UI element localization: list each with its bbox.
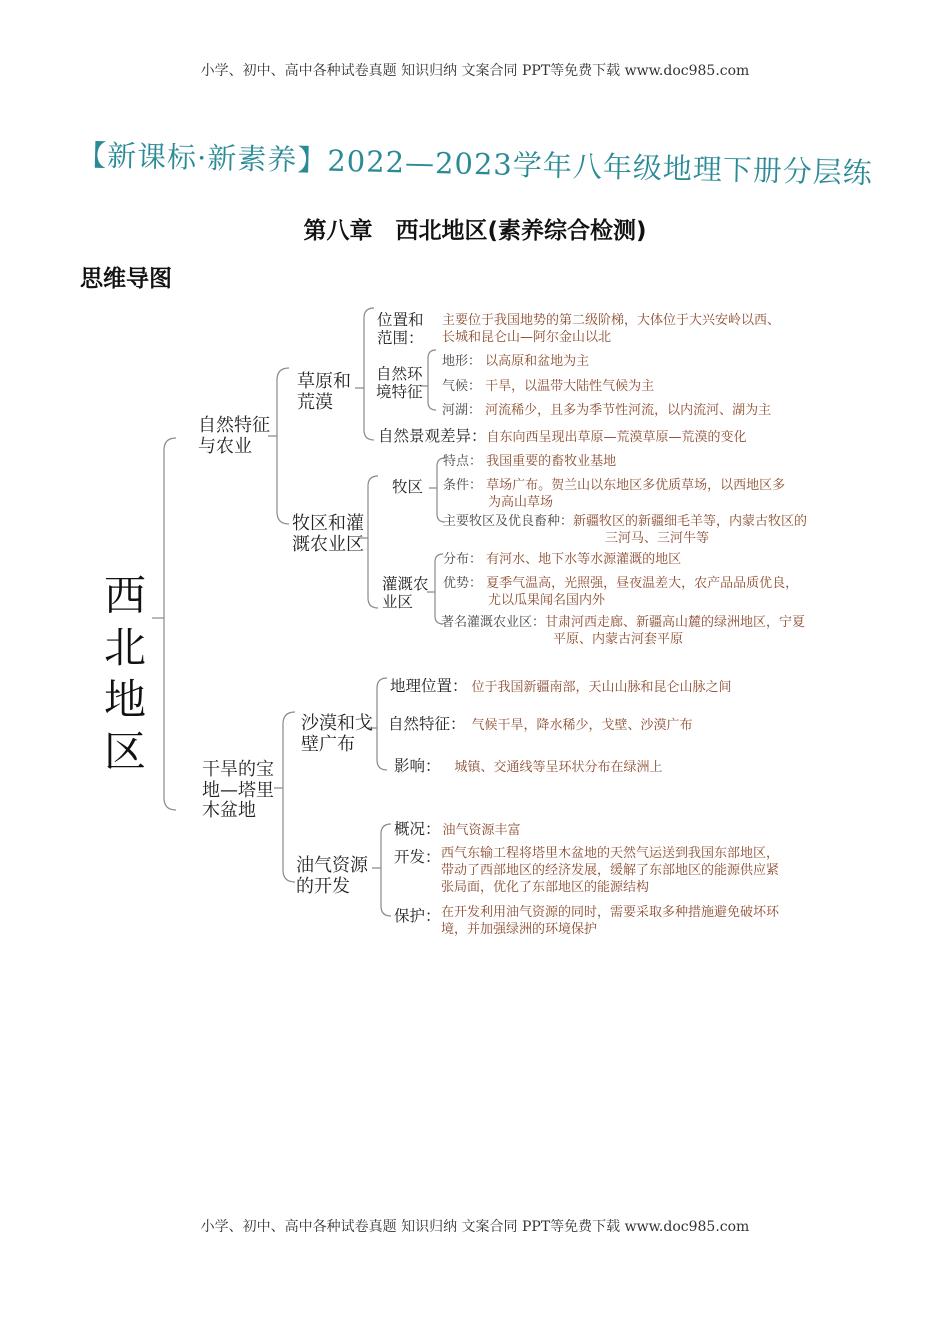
leaf-label: 气候： [442, 379, 482, 394]
leaf-label: 优势： [443, 576, 483, 591]
root-char: 北 [103, 623, 146, 672]
node-label: 地理位置： [390, 677, 468, 695]
leaf-geo-location: 位于我国新疆南部，天山山脉和昆仑山脉之间 [471, 680, 732, 695]
node-label-line: 草原和 [297, 371, 351, 392]
leaf-label: 条件： [443, 478, 483, 493]
node-grassland-desert [297, 372, 351, 413]
leaf-line: 主要位于我国地势的第二级阶梯，大体位于大兴安岭以西、 [442, 313, 781, 328]
root-char: 地 [103, 675, 146, 724]
node-pastoral-area: 牧区 [392, 478, 424, 496]
node-oil-gas-development [296, 856, 368, 897]
node-landscape-difference [378, 428, 747, 446]
leaf-label: 著名灌溉农业区： [441, 615, 546, 630]
leaf-terrain [442, 353, 589, 370]
node-label: 自然景观差异： [378, 427, 487, 445]
node-impact [394, 758, 663, 776]
leaf-location-range [442, 312, 780, 346]
leaf-text: 平原、内蒙古河套平原 [553, 632, 684, 648]
branch-label-line: 木盆地 [202, 800, 256, 822]
node-label-line: 牧区和灌 [292, 513, 364, 534]
node-protection: 保护： [394, 907, 441, 925]
node-label-line: 位置和 [377, 311, 424, 329]
leaf-line: 境，并加强绿洲的环境保护 [441, 922, 598, 938]
node-label-line: 溉农业区 [292, 533, 364, 555]
leaf-impact: 城镇、交通线等呈环状分布在绿洲上 [454, 760, 663, 775]
leaf-text: 河流稀少，且多为季节性河流，以内流河、湖为主 [485, 403, 772, 418]
leaf-text: 有河水、地下水等水源灌溉的地区 [486, 552, 682, 567]
leaf-line: 在开发利用油气资源的同时，需要采取多种措施避免破坏环 [441, 905, 780, 920]
node-development: 开发： [394, 848, 441, 866]
node-label-line: 沙漠和戈 [301, 713, 373, 734]
node-label-line: 范围： [377, 328, 424, 347]
leaf-text: 尤以瓜果闻名国内外 [488, 593, 606, 609]
leaf-text: 草场广布。贺兰山以东地区多优质草场，以西地区多 [486, 478, 786, 493]
node-natural-features [388, 716, 693, 734]
node-overview [394, 821, 521, 839]
leaf-text: 三河马、三河牛等 [605, 531, 710, 547]
branch-label-line: 干旱的宝 [202, 759, 274, 780]
leaf-line: 带动了西部地区的经济发展，缓解了东部地区的能源供应紧 [441, 863, 780, 879]
leaf-rivers-lakes [442, 402, 771, 419]
leaf-irrigation-advantage [443, 575, 798, 609]
leaf-text: 甘肃河西走廊、新疆高山麓的绿洲地区，宁夏 [545, 615, 806, 630]
node-label-line: 壁广布 [301, 733, 355, 755]
leaf-label: 地形： [442, 354, 482, 369]
node-label-line: 的开发 [296, 875, 350, 897]
branch-label-line: 与农业 [198, 435, 252, 457]
node-label-line: 自然环 [376, 365, 423, 383]
leaf-famous-irrigation-areas [441, 614, 805, 648]
leaf-text: 以高原和盆地为主 [485, 354, 590, 369]
root-node-northwest [98, 570, 152, 778]
root-char: 区 [103, 727, 146, 776]
node-desert-gobi [301, 714, 373, 755]
leaf-irrigation-distribution [443, 551, 681, 568]
leaf-landscape: 自东向西呈现出草原—荒漠草原—荒漠的变化 [486, 430, 747, 445]
leaf-text: 新疆牧区的新疆细毛羊等，内蒙古牧区的 [573, 514, 808, 529]
node-location-range [377, 312, 424, 348]
node-label-line: 境特征 [376, 382, 423, 401]
leaf-text: 为高山草场 [488, 495, 554, 511]
node-geo-location [390, 678, 732, 696]
node-label: 自然特征： [388, 715, 466, 733]
root-char: 西 [103, 571, 146, 620]
branch-natural-agriculture [198, 416, 270, 457]
page-footer: 小学、初中、高中各种试卷真题 知识归纳 文案合同 PPT等免费下载 www.doc985.com [200, 1219, 750, 1235]
page-header: 小学、初中、高中各种试卷真题 知识归纳 文案合同 PPT等免费下载 www.doc985.com [200, 63, 750, 79]
leaf-text: 干旱，以温带大陆性气候为主 [485, 379, 655, 394]
chapter-title: 第八章 西北地区(素养综合检测) [303, 218, 647, 244]
node-irrigation-agriculture [382, 576, 429, 612]
leaf-line: 张局面，优化了东部地区的能源结构 [441, 880, 650, 896]
branch-tarim-basin [202, 760, 274, 822]
node-label-line: 油气资源 [296, 855, 368, 876]
node-label-line: 业区 [382, 592, 414, 611]
leaf-pastoral-condition [443, 477, 785, 511]
node-label-line: 灌溉农 [382, 575, 429, 593]
leaf-text: 我国重要的畜牧业基地 [486, 454, 617, 469]
branch-label-line: 自然特征 [198, 415, 270, 436]
leaf-pastoral-breeds [443, 513, 807, 547]
leaf-protection [441, 904, 779, 938]
node-label: 影响： [394, 757, 441, 775]
leaf-label: 主要牧区及优良畜种： [443, 514, 574, 529]
leaf-climate [442, 378, 654, 395]
branch-label-line: 地—塔里 [202, 779, 274, 801]
mindmap-heading: 思维导图 [80, 266, 172, 292]
node-natural-environment [376, 366, 423, 402]
leaf-label: 分布： [443, 552, 483, 567]
leaf-overview: 油气资源丰富 [442, 823, 521, 838]
leaf-pastoral-feature [443, 453, 616, 470]
node-label-line: 荒漠 [297, 391, 333, 413]
leaf-line: 西气东输工程将塔里木盆地的天然气运送到我国东部地区， [441, 846, 780, 861]
leaf-label: 特点： [443, 454, 483, 469]
node-pastoral-irrigation [292, 514, 364, 555]
leaf-natural-features: 气候干旱，降水稀少，戈壁、沙漠广布 [471, 718, 693, 733]
node-label: 概况： [394, 820, 441, 838]
leaf-label: 河湖： [442, 403, 482, 418]
leaf-text: 夏季气温高，光照强，昼夜温差大，农产品品质优良， [486, 576, 799, 591]
leaf-development [441, 845, 779, 896]
leaf-line: 长城和昆仑山—阿尔金山以北 [442, 330, 612, 346]
series-banner: 【新课标·新素养】2022—2023学年八年级地理下册分层练 [76, 137, 874, 191]
